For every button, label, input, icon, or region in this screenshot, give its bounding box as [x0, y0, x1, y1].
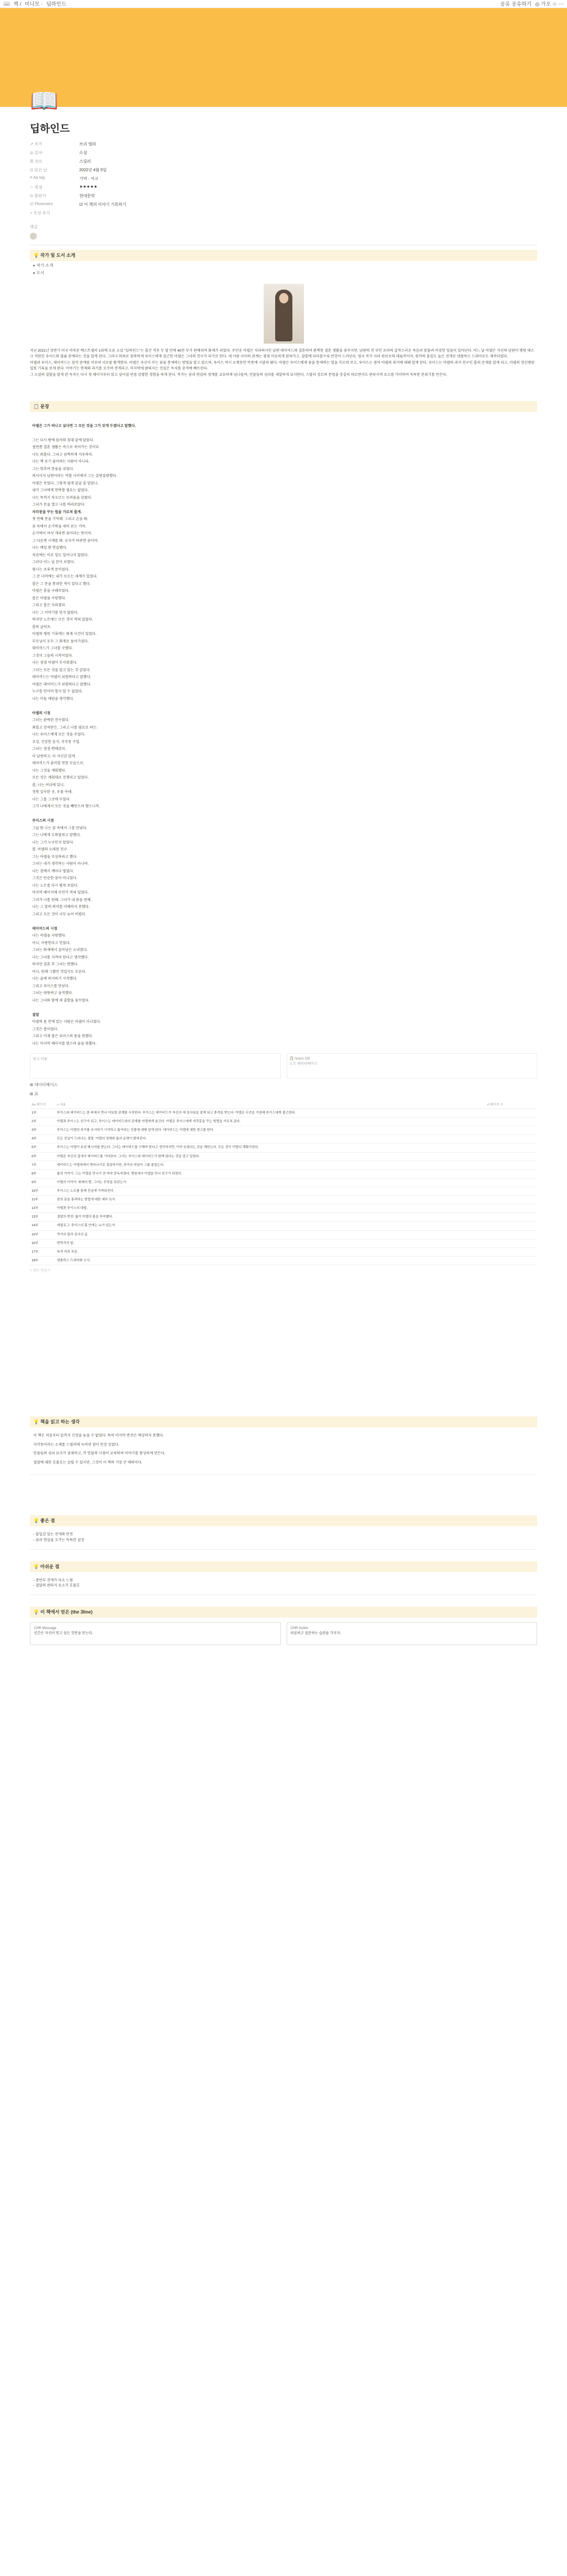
new-row-button[interactable]: + 새로 만들기	[30, 1269, 51, 1273]
table-row[interactable]	[30, 1152, 537, 1161]
takeaway-text	[30, 1427, 537, 1475]
database-view-tab[interactable]: ⊞ 표	[30, 1092, 38, 1097]
row-content: 루이스는 아델의 과거를 조사하기 시작하고 롭이라는 인물에 대해 알게 된다. 데이비드는 아델에 대한 경고를 한다.	[55, 1126, 485, 1135]
quote-list	[30, 415, 537, 1048]
quote-line	[32, 415, 537, 423]
quote-line: 아델은 롭을 구해주었다.	[32, 589, 70, 594]
quote-line: 더 날씬하고, 더 자신감 있게.	[32, 754, 76, 758]
breadcrumb-2[interactable]: 미니모 ·	[24, 1, 43, 7]
author-photo	[264, 284, 304, 344]
table-row[interactable]	[30, 1118, 537, 1126]
row-content: 모든 진실이 드러나는 결말. 아델의 정체와 롭의 운명이 밝혀진다.	[55, 1135, 485, 1143]
page-title[interactable]: 딥하인드	[30, 123, 70, 134]
quote-line: 그가 나에게서 모든 것을 빼앗으려 했으니까.	[32, 804, 100, 809]
quote-line: 그리고 루이스를 만났다.	[32, 984, 70, 988]
quote-box-title: CHR Message	[34, 1626, 57, 1630]
quote-line: 처음에는 아무 일도 일어나지 않았다.	[32, 553, 89, 557]
quote-line	[32, 703, 537, 710]
row-chapter[interactable]: 8부	[30, 1169, 55, 1178]
quote-line: 그녀가 나를 원해. 그녀가 내 몸을 원해.	[32, 898, 92, 902]
quote-line: 결말	[32, 1012, 39, 1017]
toggle-book[interactable]: ▸ 도서	[33, 271, 44, 275]
quote-line: 하지만 결혼 후 그녀는 변했다.	[32, 962, 79, 967]
row-pages	[485, 1230, 537, 1239]
quote-line: 그 문 너머에는 내가 모르는 세계가 있었다.	[32, 575, 98, 579]
row-chapter[interactable]: 6부	[30, 1152, 55, 1161]
prop-value[interactable]: 브리 엘라	[79, 143, 96, 147]
table-row[interactable]	[30, 1161, 537, 1169]
quote-line: 정원 깊숙한 곳, 우물 아래.	[32, 790, 73, 795]
row-content: 아델은 자신의 집에서 데이비드를 기다린다. 그녀는 루이스와 데이비드가 함께 있다는 것을 알고 있었다.	[55, 1152, 485, 1161]
quote-line: 데이비드는 아델이 위험하다고 말했다.	[32, 675, 91, 680]
takeaway-paragraph: 자각몽이라는 소재를 스릴러에 녹여낸 점이 인상 깊었다.	[33, 1442, 119, 1447]
row-content: 작가의 말과 감사의 글.	[55, 1230, 485, 1239]
row-chapter[interactable]: 16부	[30, 1239, 55, 1247]
quote-line: 그녀는 따뜻하고 솔직했다.	[32, 991, 73, 996]
quote-line: 그는 아델을 조심하라고 했다.	[32, 854, 78, 859]
avatar	[30, 233, 37, 240]
table-row[interactable]	[30, 1169, 537, 1178]
quote-line: 그리고 롭은 사라졌다.	[32, 603, 66, 608]
quote-box-body: 인간은 자신이 믿고 싶은 것만을 믿는다.	[34, 1632, 93, 1636]
row-chapter[interactable]: 18부	[30, 1256, 55, 1265]
row-pages	[485, 1126, 537, 1135]
quote-line: 그녀는 네가 생각하는 사람이 아니야.	[32, 862, 89, 867]
quote-line: 그녀는 모든 것을 알고 있는 것 같았다.	[32, 668, 91, 672]
quote-box-title: CHR Action	[290, 1626, 308, 1630]
section-good: 💡 좋은 점	[30, 1515, 537, 1526]
row-pages	[485, 1178, 537, 1187]
quote-line: 그는 멈추며 한숨을 쉬었다.	[32, 467, 74, 471]
properties	[30, 141, 537, 216]
quote-line: 아델의 시점	[32, 711, 51, 715]
good-item: ◦ 몰입감 있는 전개와 반전	[33, 1532, 73, 1537]
quote-line: 롭, 너는 어디에 있니.	[32, 783, 65, 787]
quote-line: 나는 책 보기 좋아하는 사람이 아니다.	[32, 460, 90, 464]
col-content[interactable]: ≡ 내용	[55, 1100, 485, 1109]
quote-line: 그것은 롭이었다.	[32, 1027, 59, 1031]
prop-value[interactable]: 스릴러	[79, 160, 91, 164]
takeaway-paragraph: 결말에 대한 호불호는 갈릴 수 있지만, 그것이 이 책의 가장 큰 매력이다.	[33, 1460, 142, 1465]
prop-key: ↗ 작가	[30, 143, 43, 147]
table-row[interactable]	[30, 1126, 537, 1135]
quote-line: 내가 그녀에게 연락할 필요는 없었다.	[32, 488, 89, 493]
row-chapter[interactable]: 11부	[30, 1196, 55, 1204]
section-rating: 💡 이 책에서 얻은 (the 3line)	[30, 1607, 537, 1618]
row-content: 에필로그: 루이스의 몸 안에는 누가 있는가.	[55, 1222, 485, 1230]
prop-value[interactable]: 기억 · 사고	[79, 177, 99, 181]
good-item: ◦ 꿈과 현실을 오가는 독특한 설정	[33, 1538, 84, 1543]
quote-line	[32, 430, 537, 437]
takeaway-paragraph: 인물들의 심리 묘사가 섬세하고, 각 인물의 시점이 교차하며 이야기를 풍성하게 만든다.	[33, 1451, 165, 1456]
quote-line: 나는 그가 누구인지 알았다.	[32, 840, 74, 845]
prop-value[interactable]: 현대문학	[79, 194, 95, 198]
quote-line: 롭은 아델을 사랑했다.	[32, 596, 66, 600]
prop-key: ☆ 평점	[30, 186, 43, 190]
row-pages	[485, 1256, 537, 1265]
row-pages	[485, 1196, 537, 1204]
row-chapter[interactable]: 10부	[30, 1187, 55, 1196]
good-list	[30, 1526, 537, 1549]
quote-line: 나는 잠에서 깨어나 떨었다.	[32, 869, 74, 873]
quote-line: 의사이자 남편이라는 역할 사이에서 그는 갈팡질팡했다.	[32, 474, 117, 479]
row-content: 꿈의 문을 통과하는 방법에 대한 세부 묘사.	[55, 1196, 485, 1204]
quote-line: 롭. 아델의 오래된 친구.	[32, 848, 68, 852]
linked-views	[30, 1053, 537, 1079]
table-row[interactable]	[30, 1247, 537, 1256]
database-table	[30, 1100, 537, 1265]
quote-line: 나는 아들 애덤을 생각했다.	[32, 696, 74, 701]
table-row[interactable]	[30, 1187, 537, 1196]
quote-line: 아델은 그가 떠나고 싶다면 그 모든 것을 그가 갖게 두겠다고 말했다.	[32, 423, 136, 428]
quote-line: 아델은 웃었다. 그렇게 쉽게 끝날 줄 알았니.	[32, 481, 99, 486]
table-row[interactable]	[30, 1196, 537, 1204]
about-paragraph: 아델과 루이스, 데이비드는 삼각 관계를 이루며 서로를 탐색한다. 아델은 자신이 꾸는 꿈을 통제하는 방법을 알고 있으며, 루이스 역시 오랫동안 악몽에 시달려 왔다. 아델은 루이스에게 꿈을 통제하는 법을 가르쳐 주고, 루이스는 점차 아델의 과거에 대해 알게 된다. 루이스는 아델의 과거 친구인 롭의 존재를 알게 되고, 아델의 정신병원 입원 기록을 보게 된다. 이야기는 현재와 과거를 오가며 전개되고, 마지막에 밝혀지는 진실은 독자를 충격에 빠뜨린다.	[30, 361, 535, 371]
table-row[interactable]	[30, 1213, 537, 1222]
quote-line: 롭은 그 문을 통과한 적이 있다고 했다.	[32, 582, 91, 586]
quote-line: 그날 밤 나는 꿈 속에서 그를 만났다.	[32, 826, 87, 830]
row-chapter[interactable]: 2부	[30, 1118, 55, 1126]
quote-line: 나는 그것을 계획했다.	[32, 768, 66, 773]
row-chapter[interactable]: 14부	[30, 1222, 55, 1230]
share-button[interactable]: 공유 공유하기	[500, 1, 532, 7]
row-pages	[485, 1213, 537, 1222]
takeaway-paragraph: 이 책은 처음부터 끝까지 긴장을 놓을 수 없었다. 특히 마지막 반전은 예상하지 못했다.	[33, 1434, 164, 1438]
breadcrumb-3[interactable]: 딥하인드	[46, 1, 67, 7]
quote-line: 나는 그녀와 함께 새 출발을 꿈꾸었다.	[32, 998, 90, 1003]
prop-key: ☑ Flownotes	[30, 202, 53, 206]
bad-item: ◦ 중반부 전개가 다소 느림	[33, 1578, 73, 1582]
table-row[interactable]	[30, 1256, 537, 1265]
prop-key: + 속성 추가	[30, 211, 51, 215]
quote-line: 데이비드의 시점	[32, 926, 57, 931]
section-bad: 💡 아쉬운 점	[30, 1561, 537, 1572]
book-icon: 📖	[3, 1, 10, 6]
prop-value[interactable]	[79, 210, 537, 216]
quote-line: 아델의 병원 기록에는 화재 사건이 있었다.	[32, 632, 97, 637]
table-row[interactable]	[30, 1178, 537, 1187]
row-content: 루이스와 데이비드는 한 바에서 만나 미묘한 관계를 시작한다. 루이스는 데이비드가 자신의 새 상사임을 알게 되고 충격을 받는다. 아델은 우연을 가장해 루이스에게 접근한다.	[55, 1109, 485, 1118]
row-chapter[interactable]: 13부	[30, 1213, 55, 1222]
row-content: 롭의 이야기: 그는 아델을 만나기 전 마약 중독자였다. 병원에서 아델을 만나 친구가 되었다.	[55, 1169, 485, 1178]
quote-line: 나는 목까지 차오르는 두려움을 삼켰다.	[32, 495, 92, 500]
top-bar	[0, 0, 567, 8]
row-pages	[485, 1161, 537, 1169]
quote-boxes	[30, 1622, 537, 1645]
quote-box[interactable]	[287, 1622, 538, 1645]
prop-value[interactable]: ★★★★★	[79, 185, 98, 189]
col-pages[interactable]: # 페이지 수	[485, 1100, 537, 1109]
quote-line: 외롭고 상처받은, 그리고 나를 필요로 하는.	[32, 725, 98, 730]
quote-line: 그녀는 점점 변해갔다.	[32, 747, 66, 752]
prop-key: ◎ 분야	[30, 151, 43, 155]
quote-line: 그 다음엔 시계를 봐. 숫자가 바뀌면 꿈이야.	[32, 538, 99, 543]
row-pages	[485, 1135, 537, 1143]
quote-line: 아델은 데이비드가 위험하다고 말했다.	[32, 682, 91, 687]
quote-line: 그는 다시 방에 들어와 침대 끝에 앉았다.	[32, 438, 94, 442]
row-content: 결말의 반전: 롭이 아델의 몸을 차지했다.	[55, 1213, 485, 1222]
quote-line: 그녀는 화재에서 살아남은 소녀였다.	[32, 948, 88, 953]
prop-key: ☰ 장르	[30, 160, 43, 164]
quote-line: 나는 아델을 사랑했다.	[32, 934, 66, 938]
row-pages	[485, 1187, 537, 1196]
row-chapter[interactable]: 5부	[30, 1143, 55, 1152]
page-icon[interactable]: 📖	[30, 88, 59, 114]
quote-line: 나는 매일 밤 연습했다.	[32, 546, 67, 550]
quote-line: 그리고 모든 것이 너무 늦어 버렸다.	[32, 912, 86, 917]
quote-line: 루이스의 시점	[32, 819, 54, 823]
prop-key: ≡ Aa tag	[30, 176, 45, 180]
quote-line: 나는 그를 그곳에 두었다.	[32, 797, 71, 802]
about-paragraph: 지난 2021년 상반기 미국 아마존 베스트셀러 1위에 오른 소설 "딥하인드"는 출간 직후 두 달 만에 40만 부가 판매되며 화제가 되었다. 주인공 아델은 치과의사인 남편 데이비드와 결혼하여 완벽한 결혼 생활을 꿈꾸지만, 남편의 전 부인 로라의 갑작스러운 죽음과 맞물려 이상한 일들이 일어난다. 어느 날 아델은 자신의 남편이 병원 데스크 직원인 루이스와 불륜 관계라는 것을 알게 된다. 그러나 의외로 침착하게 루이스에게 접근한 아델은 그녀의 친구가 되기로 한다. 세 사람 사이의 관계는 점점 미묘하게 얽혀가고, 결말에 다다를수록 반전이 드러난다. 영국 작가 사라 핀보로의 대표작이자, 원작의 몰입도 높은 전개로 넷플릭스 드라마로도 제작되었다.	[30, 349, 534, 359]
row-pages	[485, 1204, 537, 1213]
quote-line	[32, 918, 537, 926]
quote-line: 나도 외롭다. 그리고 끔찍하게 지루하다.	[32, 452, 93, 457]
database-title[interactable]: ⊞ 데이터베이스	[30, 1083, 58, 1088]
quote-line: 나는 그 이야기를 믿지 않았다.	[32, 610, 79, 615]
bad-item: ◦ 결말의 판타지 요소가 호불호	[33, 1584, 80, 1588]
row-chapter[interactable]: 7부	[30, 1161, 55, 1169]
quote-line: 자각몽을 꾸는 법을 가르쳐 줄게.	[32, 510, 82, 514]
section-about: 💡 작가 및 도서 소개	[30, 250, 537, 261]
quote-line: 조깅, 건강한 음식, 자각몽 수업.	[32, 740, 80, 744]
linked-right[interactable]	[287, 1053, 538, 1079]
table-row[interactable]	[30, 1222, 537, 1230]
quote-line: 절반쯤 결혼 생활은 속으로 죽어가는 것이다	[32, 445, 99, 450]
prop-key: ⊡ 읽은 날	[30, 168, 48, 172]
row-content: 데이비드는 아델에게서 벗어나기로 결심하지만, 과거의 비밀이 그를 붙잡는다.	[55, 1161, 485, 1169]
prop-value[interactable]: 소설	[79, 151, 87, 155]
quote-line: 그녀는 완벽한 친구였다.	[32, 718, 70, 723]
quote-line: 나는 마지막 페이지를 덮으며 숨을 멈췄다.	[32, 1041, 97, 1046]
quote-line: 롭의 글씨로.	[32, 625, 52, 629]
row-pages	[485, 1239, 537, 1247]
quote-line: 나는 노트를 다시 펼쳐 보았다.	[32, 883, 79, 888]
breadcrumb-1[interactable]: 책 /	[13, 1, 21, 7]
quote-line: 누구를 믿어야 할지 알 수 없었다.	[32, 690, 83, 694]
row-chapter[interactable]: 9부	[30, 1178, 55, 1187]
row-pages	[485, 1109, 537, 1118]
quote-line: 모든 것은 계획대로 진행되고 있었다.	[32, 776, 89, 780]
quote-line: 부모님이 모두 그 화재로 돌아가셨다.	[32, 639, 89, 644]
quote-line: 그러다 어느 날 문이 보였다.	[32, 560, 75, 565]
quote-line: 데이비드가 그녀를 구했다.	[32, 646, 73, 651]
quote-line: 빛나는 초록색 문이었다.	[32, 567, 70, 572]
row-chapter[interactable]: 17부	[30, 1247, 55, 1256]
linked-right-title: 📋 Notes DB	[289, 1057, 310, 1061]
row-content: 번역가의 말.	[55, 1239, 485, 1247]
quote-line: 마지막 페이지에 무언가 적혀 있었다.	[32, 891, 89, 895]
quote-line: 나는 술에 의지하기 시작했다.	[32, 977, 78, 981]
row-pages	[485, 1118, 537, 1126]
table-row[interactable]	[30, 1230, 537, 1239]
linked-left[interactable]	[30, 1053, 281, 1079]
row-pages	[485, 1169, 537, 1178]
table-row[interactable]	[30, 1109, 537, 1118]
col-page[interactable]: Aa 페이지	[30, 1100, 55, 1109]
row-pages	[485, 1247, 537, 1256]
prop-key: ⊙ 출판사	[30, 194, 47, 198]
prop-value[interactable]: 2022년 4월 5일	[79, 168, 107, 172]
quote-line: 아니, 원래 그랬던 것일지도 모른다.	[32, 969, 86, 974]
page-body	[0, 90, 567, 1645]
row-content: 루이스는 아델이 보낸 메시지를 받는다. 그녀는 데이비드를 구해야 한다고 생각하지만, 이미 늦었다는 것을 깨닫는다. 모든 것이 아델의 계획이었다.	[55, 1143, 485, 1152]
row-content: 넷플릭스 드라마화 소식.	[55, 1256, 485, 1265]
about-paragraph: 그 소설의 결말을 알게 된 독자는 다시 첫 페이지부터 읽고 싶어질 만큼 강렬한 경험을 하게 된다. 작가는 꿈과 현실의 경계를 교묘하게 넘나들며, 인물들의 심리를 세밀하게 묘사한다. 스릴러 장르의 문법을 충실히 따르면서도 판타지적 요소를 가미하여 독특한 분위기를 만든다.	[30, 373, 448, 378]
quote-line: 그리고 이제 롭은 루이스의 몸을 원했다.	[32, 1034, 93, 1039]
quote-line: 아니, 사랑한다고 믿었다.	[32, 941, 71, 945]
toggle-author[interactable]: ▸ 작가 소개	[33, 264, 53, 268]
row-chapter[interactable]: 4부	[30, 1135, 55, 1143]
row-content: 독자 리뷰 모음.	[55, 1247, 485, 1256]
quote-line	[32, 1004, 537, 1012]
quote-line: 꿈 속에서 손가락을 세어 보는 거야.	[32, 524, 86, 529]
quote-box-body: 의심하고 질문하는 습관을 가지자.	[290, 1632, 341, 1636]
comment-label: 댓글	[30, 225, 38, 229]
row-pages	[485, 1152, 537, 1161]
row-pages	[485, 1222, 537, 1230]
quote-line: 나는 루이스에게 모든 것을 주었다.	[32, 733, 86, 737]
quote-line	[32, 811, 537, 818]
linked-right-sub: 노트 데이터베이스	[289, 1062, 318, 1066]
bad-list	[30, 1572, 537, 1595]
quote-line: 그것이 그들의 시작이었다.	[32, 653, 73, 658]
quote-line: 나는 그 말의 의미를 이해하지 못했다.	[32, 905, 90, 910]
linked-left-label: 링크 이름	[33, 1057, 48, 1062]
prop-value[interactable]: ☑ 이 책의 이야기 기록하기	[79, 203, 126, 207]
quote-line: 그는 나에게 도와달라고 말했다.	[32, 833, 81, 838]
about-text	[30, 348, 537, 378]
table-row[interactable]	[30, 1143, 537, 1152]
quote-line: 아델의 몸 안에 있는 사람은 아델이 아니었다.	[32, 1020, 101, 1025]
section-takeaway: 💡 책을 읽고 하는 생각	[30, 1416, 537, 1427]
quote-line: 손가락이 여섯 개라면 꿈이라는 뜻이야.	[32, 532, 92, 536]
table-row[interactable]	[30, 1135, 537, 1143]
top-right-actions[interactable]: ◎ 가오 ☆ ⋯	[535, 1, 564, 7]
row-content: 루이스는 노트를 통해 진실에 가까워진다.	[55, 1187, 485, 1196]
quote-line: 데이비드가 좋아할 만한 모습으로.	[32, 761, 84, 766]
quote-box[interactable]	[30, 1622, 281, 1645]
table-row[interactable]	[30, 1239, 537, 1247]
row-chapter[interactable]: 12부	[30, 1204, 55, 1213]
row-content: 아델과 루이스의 대립.	[55, 1204, 485, 1213]
row-content: 아델의 이야기: 화재의 밤, 그녀는 무엇을 보았는가.	[55, 1178, 485, 1187]
row-chapter[interactable]: 1부	[30, 1109, 55, 1118]
quote-line: 나는 점점 아델이 무서워졌다.	[32, 661, 78, 665]
row-chapter[interactable]: 15부	[30, 1230, 55, 1239]
quote-line: 하지만 노트에는 모든 것이 적혀 있었다.	[32, 618, 93, 622]
quote-line: 그것은 단순한 꿈이 아니었다.	[32, 876, 78, 881]
quote-line: 그녀가 문을 열고 나를 바라보았다.	[32, 503, 86, 507]
quote-line: 나는 그녀를 지켜야 한다고 생각했다.	[32, 955, 89, 960]
section-quotes: 📋 문장	[30, 401, 537, 412]
row-content: 아델과 루이스는 친구가 되고, 루이스는 데이비드와의 관계를 아델에게 숨긴다. 아델은 루이스에게 자각몽을 꾸는 방법을 가르쳐 준다.	[55, 1118, 485, 1126]
row-chapter[interactable]: 3부	[30, 1126, 55, 1135]
table-row[interactable]	[30, 1204, 537, 1213]
row-pages	[485, 1143, 537, 1152]
quote-line: 첫 번째 문을 기억해. 그리고 손을 봐.	[32, 517, 88, 522]
